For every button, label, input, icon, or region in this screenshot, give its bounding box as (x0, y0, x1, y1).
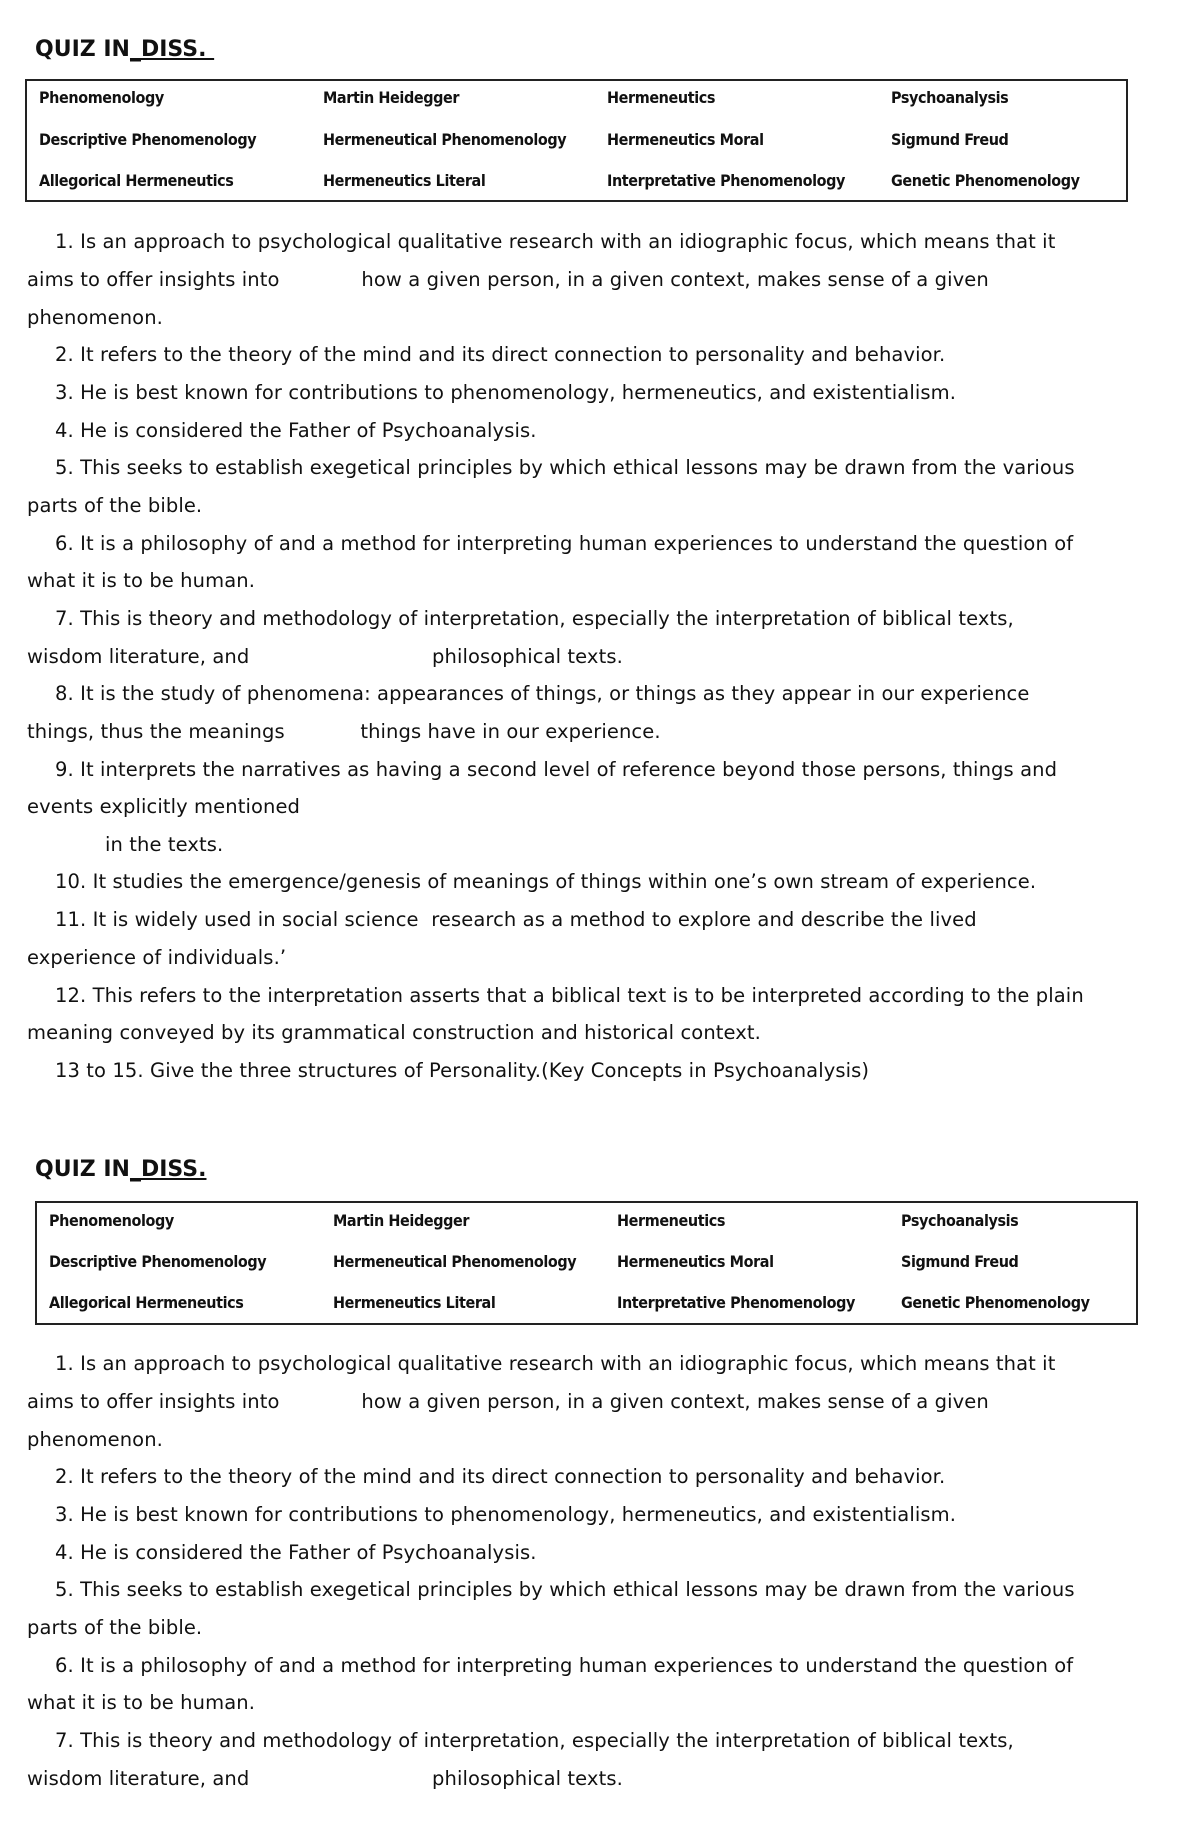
question-line: 1. Is an approach to psychological qualitative research with an idiographic focus, which means that it (55, 230, 1056, 253)
quiz-title-underlined: _DISS. (129, 1157, 207, 1182)
quiz-title (35, 36, 214, 64)
question-line: meaning conveyed by its grammatical construction and historical context. (27, 1021, 761, 1044)
question-line: 2. It refers to the theory of the mind and its direct connection to personality and behavior. (55, 1465, 946, 1488)
choice-descriptive-phenomenology: Descriptive Phenomenology (39, 130, 257, 149)
question-line: 2. It refers to the theory of the mind and its direct connection to personality and behavior. (55, 343, 946, 366)
choice-hermeneutics-literal: Hermeneutics Literal (333, 1293, 496, 1312)
choice-interpretative-phenomenology: Interpretative Phenomenology (617, 1293, 856, 1312)
question-line: 4. He is considered the Father of Psychoanalysis. (55, 419, 537, 442)
choice-descriptive-phenomenology: Descriptive Phenomenology (49, 1252, 267, 1271)
question-line: wisdom literature, and philosophical texts. (27, 645, 623, 668)
question-line: 11. It is widely used in social science research as a method to explore and describe the lived (55, 908, 977, 931)
choice-phenomenology: Phenomenology (39, 88, 164, 107)
question-line: 4. He is considered the Father of Psychoanalysis. (55, 1541, 537, 1564)
choice-hermeneutics-moral: Hermeneutics Moral (617, 1252, 774, 1271)
question-line: phenomenon. (27, 306, 163, 329)
question-line: 13 to 15. Give the three structures of Personality.(Key Concepts in Psychoanalysis) (55, 1059, 870, 1082)
choice-sigmund-freud: Sigmund Freud (901, 1252, 1019, 1271)
question-line: events explicitly mentioned (27, 795, 301, 818)
choice-psychoanalysis: Psychoanalysis (901, 1211, 1019, 1230)
choice-genetic-phenomenology: Genetic Phenomenology (901, 1293, 1090, 1312)
choice-hermeneutics-literal: Hermeneutics Literal (323, 171, 486, 190)
question-line: wisdom literature, and philosophical texts. (27, 1767, 623, 1790)
question-line: 12. This refers to the interpretation asserts that a biblical text is to be interpreted according to the plain (55, 984, 1084, 1007)
question-line: parts of the bible. (27, 1616, 203, 1639)
choice-hermeneutics: Hermeneutics (617, 1211, 726, 1230)
quiz-title-underlined: _DISS. (129, 37, 215, 62)
question-line: 9. It interprets the narratives as having a second level of reference beyond those persons, things and (55, 758, 1058, 781)
question-line: 3. He is best known for contributions to phenomenology, hermeneutics, and existentialism. (55, 381, 957, 404)
choice-martin-heidegger: Martin Heidegger (323, 88, 460, 107)
question-line: 6. It is a philosophy of and a method for interpreting human experiences to understand the question of (55, 1654, 1074, 1677)
question-line: 7. This is theory and methodology of interpretation, especially the interpretation of biblical texts, (55, 607, 1014, 630)
quiz-title-prefix: QUIZ IN (35, 37, 130, 62)
question-line: what it is to be human. (27, 1691, 256, 1714)
question-line: 5. This seeks to establish exegetical principles by which ethical lessons may be drawn from the various (55, 1578, 1075, 1601)
choice-phenomenology: Phenomenology (49, 1211, 174, 1230)
question-line: 10. It studies the emergence/genesis of meanings of things within one’s own stream of experience. (55, 870, 1037, 893)
choice-genetic-phenomenology: Genetic Phenomenology (891, 171, 1080, 190)
quiz-title (35, 1156, 206, 1184)
choice-interpretative-phenomenology: Interpretative Phenomenology (607, 171, 846, 190)
question-line: in the texts. (105, 833, 224, 856)
question-line: 5. This seeks to establish exegetical principles by which ethical lessons may be drawn from the various (55, 456, 1075, 479)
choice-hermeneutics-moral: Hermeneutics Moral (607, 130, 764, 149)
choice-psychoanalysis: Psychoanalysis (891, 88, 1009, 107)
question-line: things, thus the meanings things have in our experience. (27, 720, 661, 743)
question-line: experience of individuals.’ (27, 946, 287, 969)
question-line: 6. It is a philosophy of and a method for interpreting human experiences to understand the question of (55, 532, 1074, 555)
question-line: aims to offer insights into how a given person, in a given context, makes sense of a given (27, 1390, 989, 1413)
question-line: 7. This is theory and methodology of interpretation, especially the interpretation of biblical texts, (55, 1729, 1014, 1752)
quiz-title-prefix: QUIZ IN (35, 1157, 130, 1182)
question-line: 8. It is the study of phenomena: appearances of things, or things as they appear in our experience (55, 682, 1030, 705)
choice-hermeneutical-phenomenology: Hermeneutical Phenomenology (323, 130, 567, 149)
question-line: 1. Is an approach to psychological qualitative research with an idiographic focus, which means that it (55, 1352, 1056, 1375)
choice-hermeneutical-phenomenology: Hermeneutical Phenomenology (333, 1252, 577, 1271)
choice-allegorical-hermeneutics: Allegorical Hermeneutics (39, 171, 234, 190)
question-line: phenomenon. (27, 1428, 163, 1451)
question-line: aims to offer insights into how a given person, in a given context, makes sense of a given (27, 268, 989, 291)
choice-allegorical-hermeneutics: Allegorical Hermeneutics (49, 1293, 244, 1312)
choice-martin-heidegger: Martin Heidegger (333, 1211, 470, 1230)
choice-sigmund-freud: Sigmund Freud (891, 130, 1009, 149)
question-line: what it is to be human. (27, 569, 256, 592)
question-line: parts of the bible. (27, 494, 203, 517)
choice-hermeneutics: Hermeneutics (607, 88, 716, 107)
question-line: 3. He is best known for contributions to phenomenology, hermeneutics, and existentialism. (55, 1503, 957, 1526)
